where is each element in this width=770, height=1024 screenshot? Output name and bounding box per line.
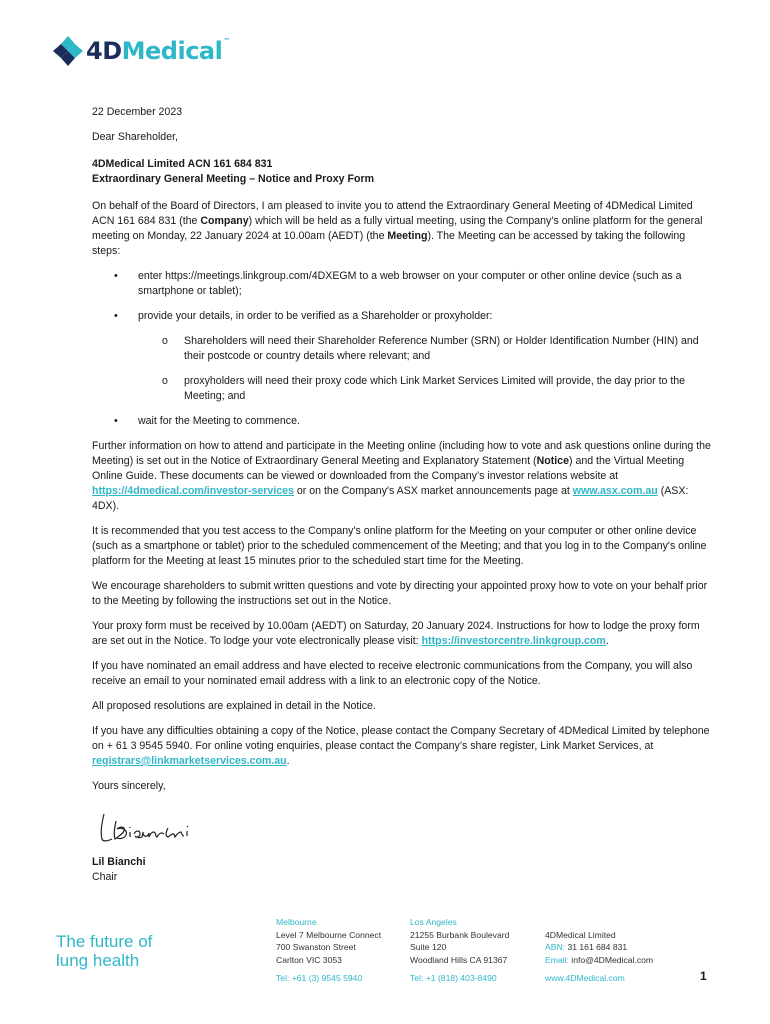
letter-body <box>92 105 715 885</box>
registrars-email-link[interactable]: registrars@linkmarketservices.com.au <box>92 755 287 767</box>
signature <box>96 808 715 851</box>
paragraph-further-info: Further information on how to attend and participate in the Meeting online (including how to vote and ask questions online during the Meeting) is set out in the Notice of Extraordinary General Meeting and Explanatory Statement (Notice) and the Virtual Meeting Online Guide. These documents can be viewed or downloaded from the Company’s investor relations website at https://4dmedical.com/investor-services or on the Company's ASX market announcements page at www.asx.com.au (ASX: 4DX). <box>92 440 711 512</box>
closing: Yours sincerely, <box>92 780 166 792</box>
company-logo <box>52 33 230 69</box>
investor-services-link[interactable]: https://4dmedical.com/investor-services <box>92 485 294 497</box>
logo-mark-icon <box>52 35 84 67</box>
bullet-item: • wait for the Meeting to commence. <box>114 415 300 427</box>
office-heading: Los Angeles <box>410 917 457 927</box>
sub-bullet-item: o Shareholders will need their Shareholder Reference Number (SRN) or Holder Identification Number (HIN) and their postcode or country details where relevant; and <box>162 335 699 362</box>
paragraph-encourage: We encourage shareholders to submit written questions and vote by directing your appointed proxy how to vote on your behalf prior to the Meeting by following the instructions set out in the Notice. <box>92 580 708 607</box>
paragraph-contact: If you have any difficulties obtaining a copy of the Notice, please contact the Company Secretary of 4DMedical Limited by telephone on + 61 3 9545 5940. For online voting enquiries, please contact the Company’s share register, Link Market Services, at registrars@linkmarketservices.com.au. <box>92 725 710 767</box>
footer-company: 4DMedical Limited ABN: 31 161 684 831 Email: info@4DMedical.com www.4DMedical.com <box>545 929 654 984</box>
signer-name: Lil Bianchi <box>92 856 146 868</box>
footer-tagline: The future of lung health <box>56 932 153 970</box>
company-website[interactable]: www.4DMedical.com <box>545 973 625 984</box>
sub-bullet-marker: o <box>162 375 168 387</box>
paragraph-proxy-form: Your proxy form must be received by 10.00am (AEDT) on Saturday, 20 January 2024. Instructions for how to lodge the proxy form are set out in the Notice. To lodge your vote electronically please visit: https://investorcentre.linkgroup.com. <box>92 620 700 647</box>
page-number: 1 <box>700 969 707 983</box>
bullet-marker: • <box>114 310 118 322</box>
investor-centre-link[interactable]: https://investorcentre.linkgroup.com <box>421 635 606 647</box>
signature-image <box>96 808 206 846</box>
letter-heading <box>92 157 715 187</box>
heading-meeting: Extraordinary General Meeting – Notice and Proxy Form <box>92 173 374 185</box>
bullet-item: • enter https://meetings.linkgroup.com/4DXEGM to a web browser on your computer or other online device (such as a smartphone or tablet); <box>114 270 682 297</box>
company-email: info@4DMedical.com <box>571 954 654 965</box>
office-heading: Melbourne <box>276 917 317 927</box>
paragraph-invitation: On behalf of the Board of Directors, I am pleased to invite you to attend the Extraordinary General Meeting of 4DMedical Limited ACN 161 684 831 (the Company) which will be held as a fully virtual meeting, using the Company’s online platform for the general meeting on Monday, 22 January 2024 at 10.00am (AEDT) (the Meeting). The Meeting can be accessed by taking the following steps: <box>92 200 703 257</box>
footer-melbourne: Melbourne Level 7 Melbourne Connect 700 Swanston Street Carlton VIC 3053 Tel: +61 (3) 9545 5940 <box>276 917 382 984</box>
bullet-marker: • <box>114 270 118 282</box>
paragraph-email: If you have nominated an email address and have elected to receive electronic communications from the Company, you will also receive an email to your nominated email address with a link to an electronic copy of the Notice. <box>92 660 693 687</box>
asx-link[interactable]: www.asx.com.au <box>572 485 658 497</box>
bullet-item: • provide your details, in order to be verified as a Shareholder or proxyholder: <box>114 310 493 322</box>
paragraph-resolutions: All proposed resolutions are explained in detail in the Notice. <box>92 700 376 712</box>
paragraph-test-access: It is recommended that you test access to the Company's online platform for the Meeting on your computer or other online device (such as a smartphone or tablet) prior to the scheduled commencement of the Meeting; and that you log in to the Company's online platform for the Meeting at least 15 minutes prior to the scheduled start time for the Meeting. <box>92 525 707 567</box>
office-phone: Tel: +1 (818) 403-8490 <box>410 973 497 984</box>
sub-bullet-item: o proxyholders will need their proxy code which Link Market Services Limited will provide, the day prior to the Meeting; and <box>162 375 686 402</box>
office-phone: Tel: +61 (3) 9545 5940 <box>276 973 363 984</box>
heading-company: 4DMedical Limited ACN 161 684 831 <box>92 158 273 170</box>
salutation: Dear Shareholder, <box>92 131 178 143</box>
logo-wordmark: 4DMedical™ <box>86 37 230 65</box>
signer-title: Chair <box>92 871 118 883</box>
footer-los-angeles: Los Angeles 21255 Burbank Boulevard Suite 120 Woodland Hills CA 91367 Tel: +1 (818) 403-8490 <box>410 917 510 984</box>
bullet-marker: • <box>114 415 118 427</box>
sub-bullet-marker: o <box>162 335 168 347</box>
letter-date: 22 December 2023 <box>92 106 183 118</box>
